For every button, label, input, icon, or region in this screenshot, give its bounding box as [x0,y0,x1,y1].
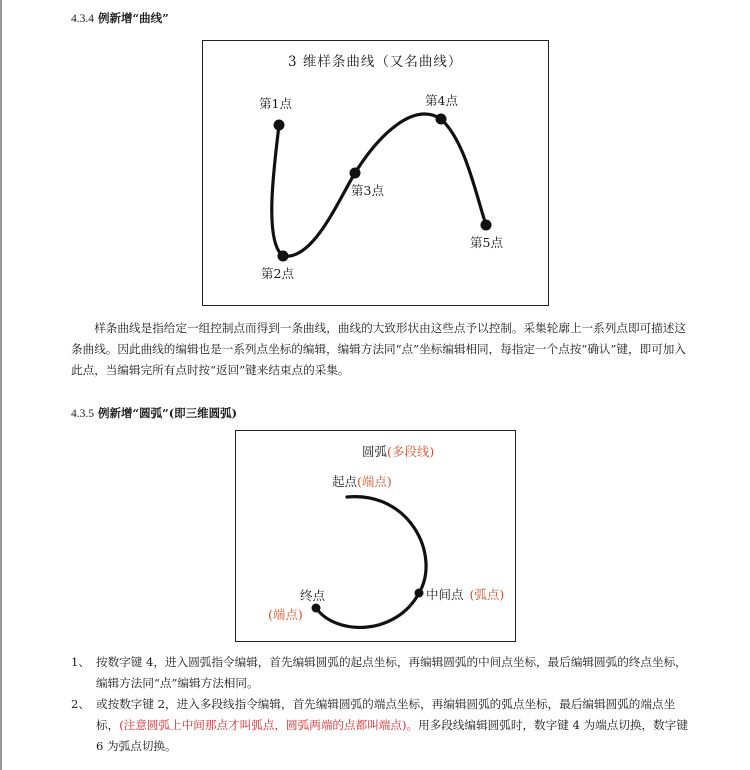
spline-curve-drawing [203,41,548,305]
arc-start-label [332,475,392,489]
list-item-text: 按数字键 4，进入圆弧指令编辑，首先编辑圆弧的起点坐标，再编辑圆弧的中间点坐标，最后编辑圆弧的终点坐标，编辑方法同“点”编辑方法相同。 [96,655,687,690]
arc-figure-title [362,445,434,459]
section-heading-arc [71,405,237,421]
arc-figure [235,430,516,642]
section-title: 例新增“曲线” [98,11,169,25]
page-left-rule [0,0,2,770]
list-item [71,694,691,757]
section-number: 4.3.5 [71,408,94,420]
point-label-2: 第2点 [261,266,294,281]
section-number: 4.3.4 [71,13,94,25]
curve-figure-title: 3 维样条曲线（又名曲线） [288,54,463,70]
list-item [71,652,691,694]
arc-mid-label [426,588,504,602]
list-item-text: 或按数字键 2，进入多段线指令编辑，首先编辑圆弧的端点坐标，再编辑圆弧的弧点坐标，最后编辑圆弧的端点坐标， [96,697,676,732]
arc-title-note: (多段线) [387,444,435,459]
arc-end-label: 终点 [300,588,326,603]
control-point-5 [481,220,492,231]
section-heading-curve [71,10,169,26]
mid-label-note: (弧点) [469,587,505,602]
arc-end-point [312,604,321,613]
list-marker: 2、 [71,697,90,711]
arc-steps-list [71,652,691,757]
control-point-3 [350,168,361,179]
section-title: 例新增“圆弧”(即三维圆弧) [98,406,238,420]
list-item-text-after: 用多段线编辑圆弧时，数字键 4 为端点切换，数字键 6 为弧点切换。 [96,718,688,753]
arc-end-note: (端点) [268,607,303,622]
start-label-text: 起点 [332,474,358,489]
point-label-4: 第4点 [425,93,458,108]
mid-label-text: 中间点 [426,587,464,602]
arc-path [316,497,426,628]
control-point-4 [436,114,447,125]
arc-mid-point [415,589,424,598]
point-label-3: 第3点 [351,183,384,198]
control-point-1 [274,120,285,131]
point-label-1: 第1点 [259,96,292,111]
point-label-5: 第5点 [470,235,503,250]
list-item-warning: (注意圆弧上中间那点才叫弧点，圆弧两端的点都叫端点)。 [119,718,419,732]
spline-curve-figure [202,40,549,306]
list-marker: 1、 [71,655,90,669]
control-point-2 [278,251,289,262]
start-label-note: (端点) [357,474,392,489]
curve-description-text: 样条曲线是指给定一组控制点而得到一条曲线，曲线的大致形状由这些点予以控制。采集轮廓上一系列点即可描述这条曲线。因此曲线的编辑也是一系列点坐标的编辑，编辑方法同“点”坐标编辑相同，每指定一个点按“确认”键，即可加入此点，当编辑完所有点时按“返回”键来结束点的采集。 [71,321,686,377]
arc-title-main: 圆弧 [362,444,388,459]
curve-description [71,318,686,381]
